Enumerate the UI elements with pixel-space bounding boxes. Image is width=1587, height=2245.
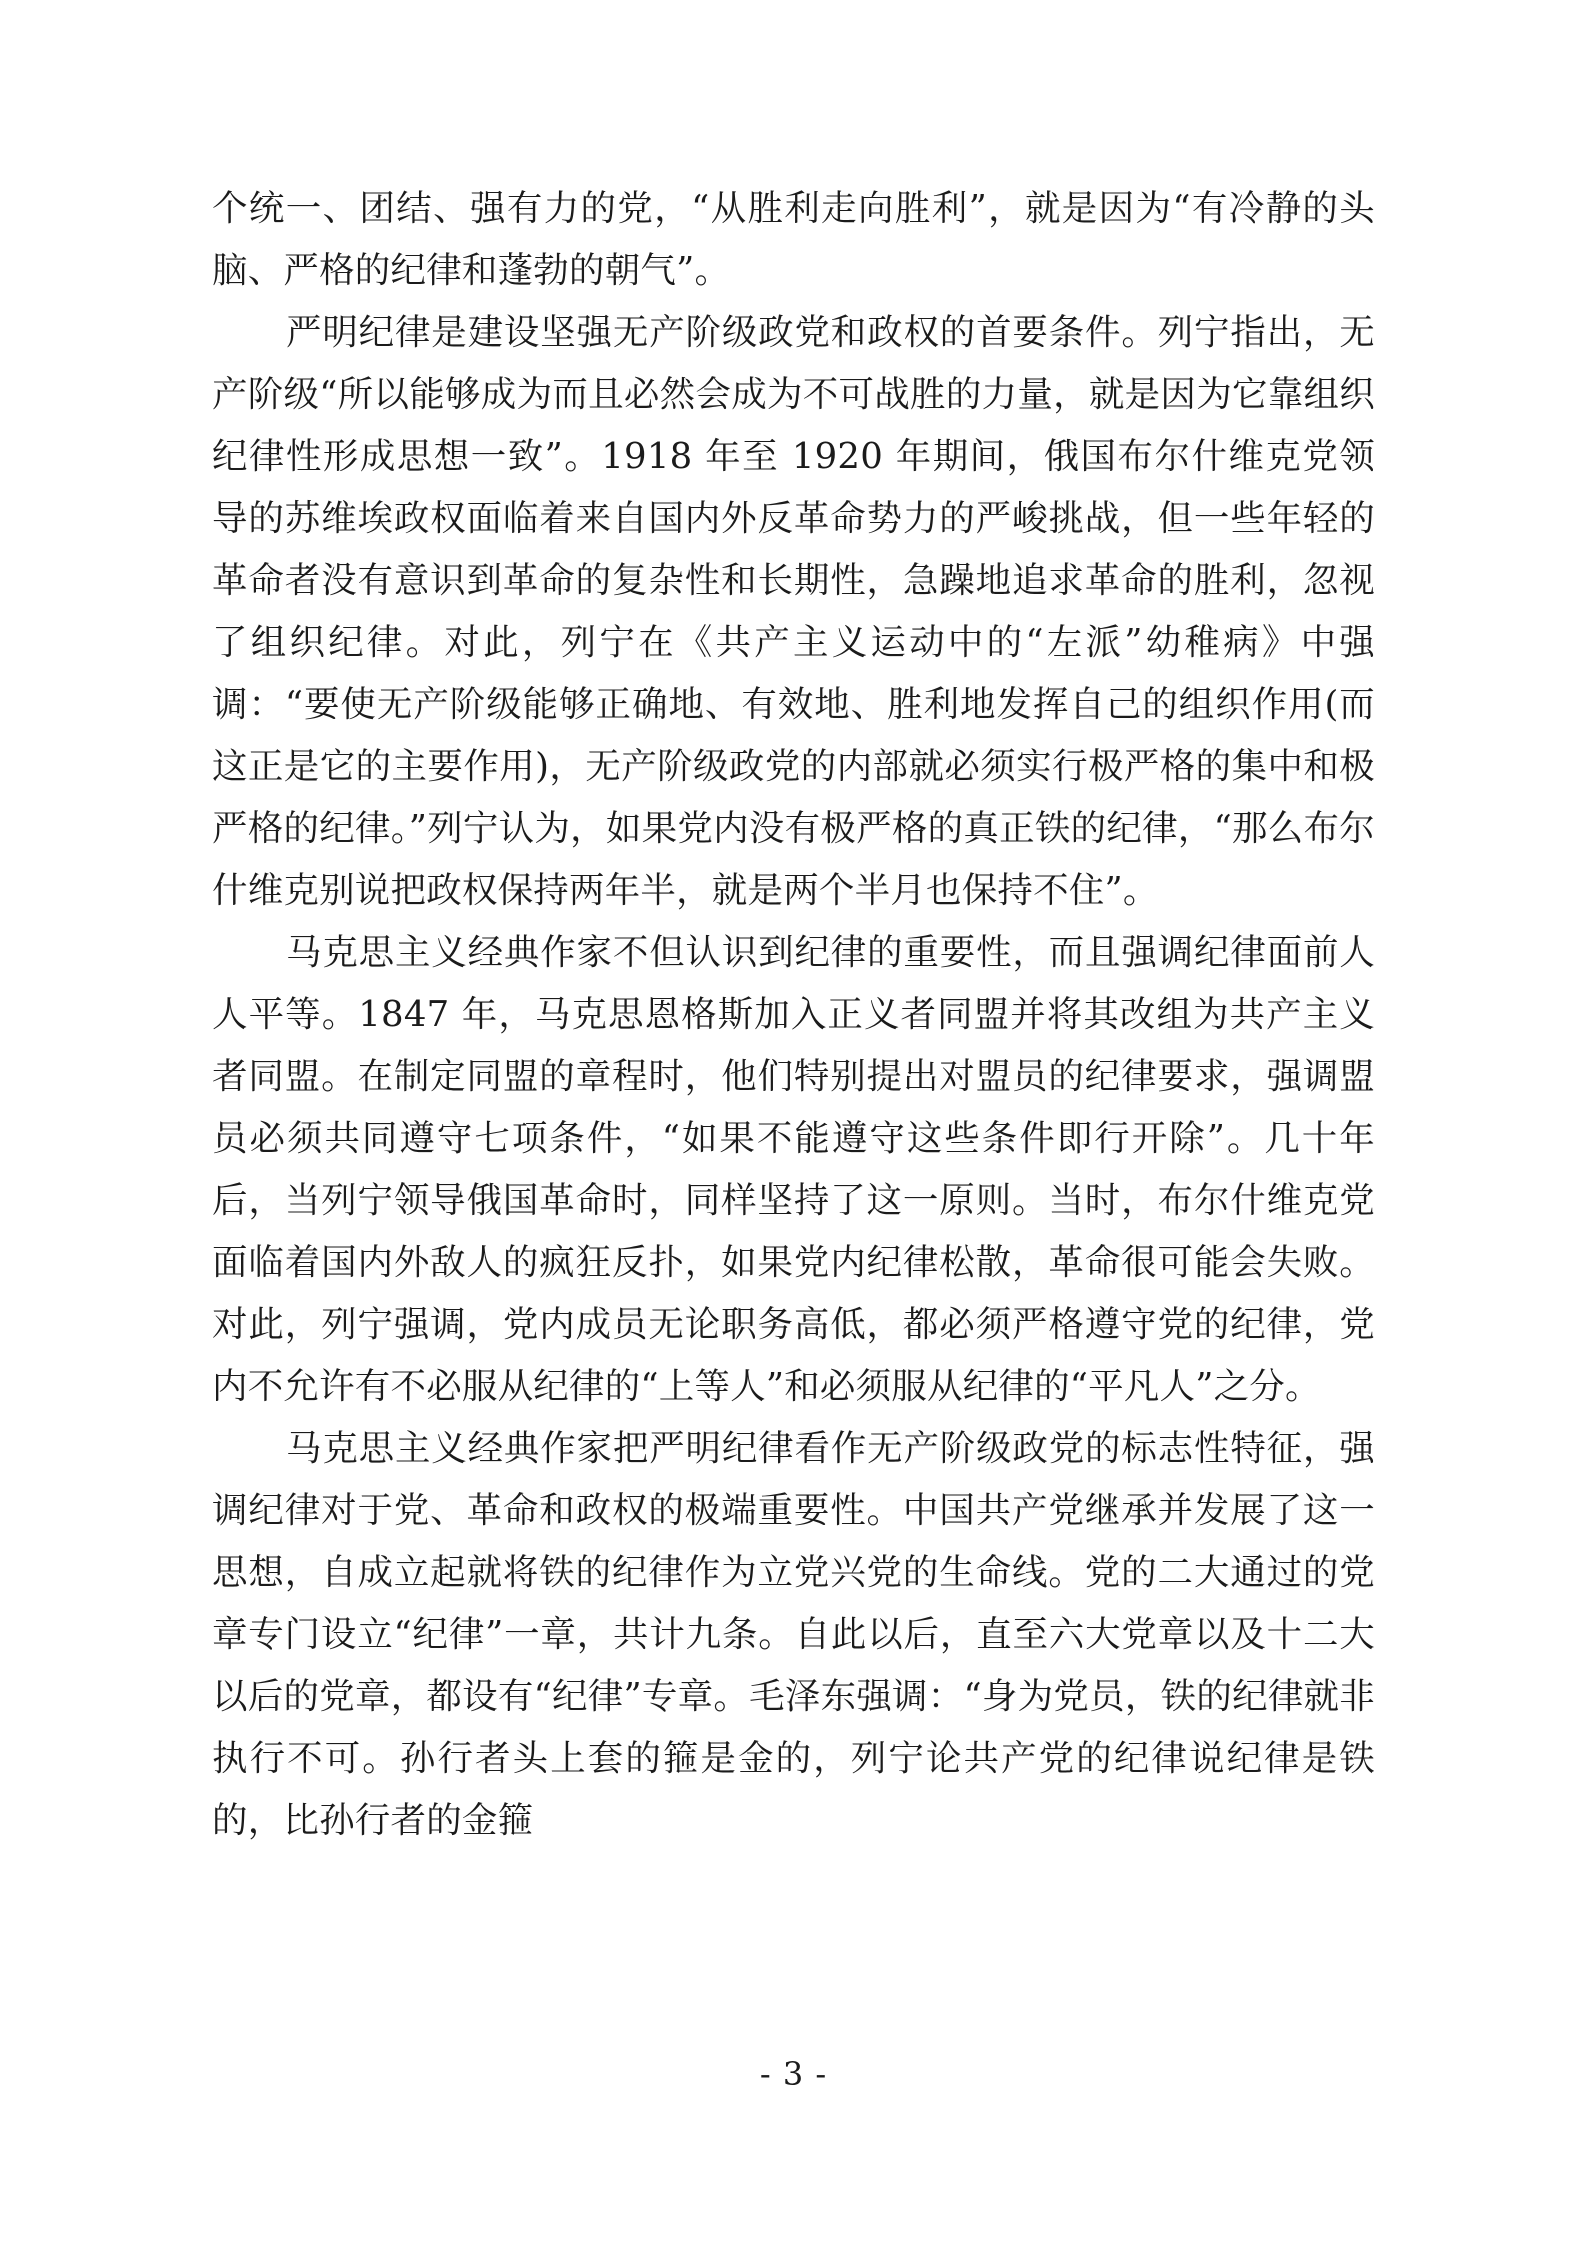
paragraph-2: 严明纪律是建设坚强无产阶级政党和政权的首要条件。列宁指出，无产阶级“所以能够成为而且必然会成为不可战胜的力量，就是因为它靠组织纪律性形成思想一致”。1918 年至 1920 年期间，俄国布尔什维克党领导的苏维埃政权面临着来自国内外反革命势力的严峻挑战，但一些年轻的革命者没有意识到革命的复杂性和长期性，急躁地追求革命的胜利，忽视了组织纪律。对此，列宁在《共产主义运动中的“左派”幼稚病》中强调：“要使无产阶级能够正确地、有效地、胜利地发挥自己的组织作用(而这正是它的主要作用)，无产阶级政党的内部就必须实行极严格的集中和极严格的纪律。”列宁认为，如果党内没有极严格的真正铁的纪律，“那么布尔什维克别说把政权保持两年半，就是两个半月也保持不住”。 [212, 312, 1375, 911]
paragraph-4: 马克思主义经典作家把严明纪律看作无产阶级政党的标志性特征，强调纪律对于党、革命和政权的极端重要性。中国共产党继承并发展了这一思想，自成立起就将铁的纪律作为立党兴党的生命线。党的二大通过的党章专门设立“纪律”一章，共计九条。自此以后，直至六大党章以及十二大以后的党章，都设有“纪律”专章。毛泽东强调：“身为党员，铁的纪律就非执行不可。孙行者头上套的箍是金的，列宁论共产党的纪律说纪律是铁的，比孙行者的金箍 [212, 1428, 1375, 1841]
paragraph-3: 马克思主义经典作家不但认识到纪律的重要性，而且强调纪律面前人人平等。1847 年，马克思恩格斯加入正义者同盟并将其改组为共产主义者同盟。在制定同盟的章程时，他们特别提出对盟员的纪律要求，强调盟员必须共同遵守七项条件，“如果不能遵守这些条件即行开除”。几十年后，当列宁领导俄国革命时，同样坚持了这一原则。当时，布尔什维克党面临着国内外敌人的疯狂反扑，如果党内纪律松散，革命很可能会失败。对此，列宁强调，党内成员无论职务高低，都必须严格遵守党的纪律，党内不允许有不必服从纪律的“上等人”和必须服从纪律的“平凡人”之分。 [212, 932, 1375, 1407]
paragraph-1: 个统一、团结、强有力的党，“从胜利走向胜利”，就是因为“有冷静的头脑、严格的纪律和蓬勃的朝气”。 [212, 188, 1375, 291]
page-body [212, 178, 1375, 1852]
page-number: - 3 - [759, 2055, 828, 2093]
